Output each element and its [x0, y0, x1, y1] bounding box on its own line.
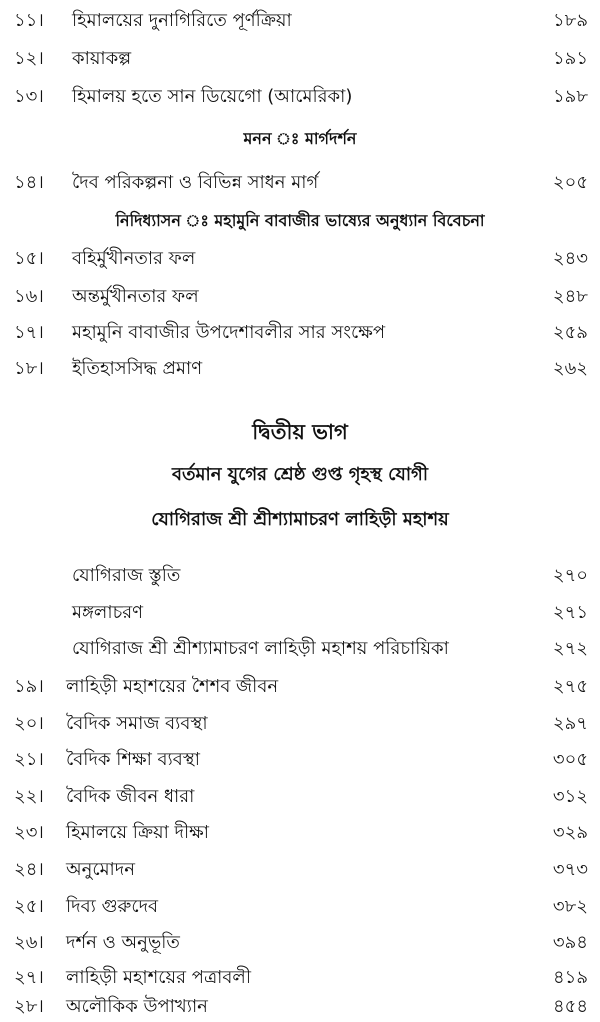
entry-number: ১১। [14, 10, 44, 31]
entry-number: ২৭। [14, 967, 44, 988]
entry-title: দৈব পরিকল্পনা ও বিভিন্ন সাধন মার্গ [72, 172, 319, 193]
entry-number: ২০। [14, 713, 44, 734]
part-subtitle: বর্তমান যুগের শ্রেষ্ঠ গুপ্ত গৃহস্থ যোগী [172, 464, 428, 485]
toc-entry [0, 6, 600, 36]
entry-number: ১৭। [14, 322, 44, 343]
toc-entry [0, 318, 600, 348]
entry-page: ৩৯৪ [552, 932, 588, 953]
entry-page: ১৮৯ [552, 10, 588, 31]
entry-number: ১৮। [14, 358, 44, 379]
entry-page: ২৭১ [552, 602, 588, 623]
part-subtitle: যোগিরাজ শ্রী শ্রীশ্যামাচরণ লাহিড়ী মহাশয় [151, 509, 449, 530]
entry-number: ১৯। [14, 676, 44, 697]
toc-entry [0, 82, 600, 112]
entry-page: ২৬২ [552, 358, 588, 379]
entry-page: ৪৫৪ [552, 996, 588, 1017]
toc-entry [0, 244, 600, 274]
toc-entry [0, 561, 600, 591]
entry-page: ২৪৮ [552, 286, 588, 307]
entry-title: ইতিহাসসিদ্ধ প্রমাণ [72, 358, 203, 379]
entry-page: ৪১৯ [552, 967, 588, 988]
entry-page: ২০৫ [552, 172, 588, 193]
entry-page: ১৯১ [552, 48, 588, 69]
entry-title: দিব্য গুরুদেব [66, 896, 159, 917]
entry-number: ২৩। [14, 822, 44, 843]
entry-page: ৩১২ [552, 786, 588, 807]
entry-page: ৩৭৩ [552, 859, 588, 880]
entry-title: বৈদিক শিক্ষা ব্যবস্থা [66, 749, 200, 770]
entry-page: ২৫৯ [552, 322, 588, 343]
toc-entry [0, 168, 600, 198]
toc-entry [0, 598, 600, 628]
entry-title: মহামুনি বাবাজীর উপদেশাবলীর সার সংক্ষেপ [72, 322, 386, 343]
entry-title: দর্শন ও অনুভূতি [66, 932, 180, 953]
entry-number: ২৪। [14, 859, 44, 880]
toc-entry [0, 44, 600, 74]
entry-page: ২৭২ [552, 638, 588, 659]
entry-page: ৩০৫ [552, 749, 588, 770]
entry-title: বহির্মুখীনতার ফল [72, 248, 196, 269]
entry-page: ৩২৯ [552, 822, 588, 843]
entry-number: ২৫। [14, 896, 44, 917]
toc-entry [0, 818, 600, 848]
toc-entry [0, 634, 600, 664]
section-heading-manan: মনন ঃ মার্গদর্শন [243, 129, 357, 148]
entry-title: হিমালয় হতে সান ডিয়েগো (আমেরিকা) [72, 86, 353, 107]
entry-title: মঙ্গলাচরণ [72, 602, 144, 623]
entry-title: বৈদিক জীবন ধারা [66, 786, 195, 807]
entry-page: ২৯৭ [552, 713, 588, 734]
entry-title: অলৌকিক উপাখ্যান [66, 996, 208, 1017]
entry-number: ১২। [14, 48, 44, 69]
toc-entry [0, 782, 600, 812]
toc-entry [0, 855, 600, 885]
part-title: দ্বিতীয় ভাগ [252, 420, 348, 444]
entry-title: কায়াকল্প [72, 48, 132, 69]
section-heading-nididhyasan: নিদিধ্যাসন ঃ মহামুনি বাবাজীর ভাষ্যের অনুধ্যান বিবেচনা [115, 211, 485, 230]
entry-page: ১৯৮ [552, 86, 588, 107]
entry-title: যোগিরাজ স্তুতি [72, 565, 181, 586]
toc-entry [0, 709, 600, 739]
entry-title: অন্তর্মুখীনতার ফল [72, 286, 199, 307]
entry-number: ১৩। [14, 86, 44, 107]
entry-number: ১৫। [14, 248, 44, 269]
entry-title: অনুমোদন [66, 859, 135, 880]
entry-number: ২১। [14, 749, 44, 770]
entry-title: যোগিরাজ শ্রী শ্রীশ্যামাচরণ লাহিড়ী মহাশয় পরিচায়িকা [72, 638, 449, 659]
entry-number: ২২। [14, 786, 44, 807]
toc-entry [0, 745, 600, 775]
entry-number: ১৬। [14, 286, 44, 307]
entry-page: ২৭০ [552, 565, 588, 586]
entry-title: লাহিড়ী মহাশয়ের পত্রাবলী [66, 967, 251, 988]
entry-title: হিমালয়ে ক্রিয়া দীক্ষা [66, 822, 209, 843]
entry-page: ৩৮২ [552, 896, 588, 917]
entry-number: ১৪। [14, 172, 44, 193]
entry-number: ২৬। [14, 932, 44, 953]
entry-page: ২৭৫ [552, 676, 588, 697]
toc-entry [0, 963, 600, 993]
entry-title: হিমালয়ের দুনাগিরিতে পূর্ণক্রিয়া [72, 10, 292, 31]
entry-title: বৈদিক সমাজ ব্যবস্থা [66, 713, 208, 734]
toc-entry [0, 928, 600, 958]
toc-entry [0, 282, 600, 312]
entry-number: ২৮। [14, 996, 44, 1017]
toc-entry [0, 354, 600, 384]
entry-page: ২৪৩ [552, 248, 588, 269]
entry-title: লাহিড়ী মহাশয়ের শৈশব জীবন [66, 676, 279, 697]
toc-entry [0, 672, 600, 702]
toc-entry [0, 892, 600, 922]
toc-entry [0, 992, 600, 1022]
